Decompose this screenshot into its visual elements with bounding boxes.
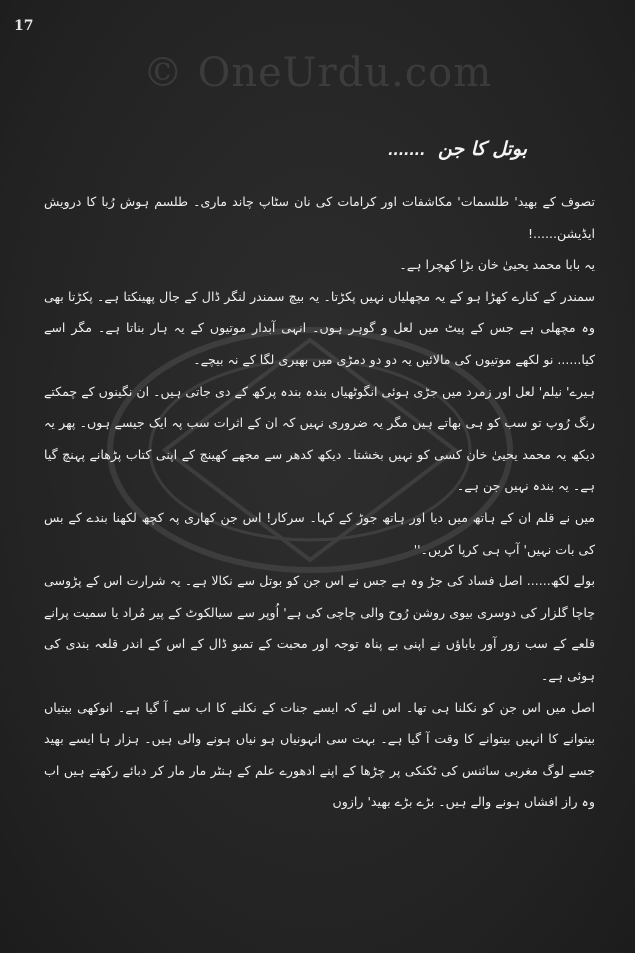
paragraph-3: سمندر کے کنارے کھڑا ہو کے یہ مچھلیاں نہیں پکڑتا۔ یہ بیچ سمندر لنگر ڈال کے جال پھینکتا ہے۔ پکڑتا بھی وہ مچھلی ہے جس کے پیٹ میں لعل و گوہر ہوں۔ انہی آبدار موتیوں کے یہ ہار بناتا ہے۔ مگر اسے کیا...... نو لکھے موتیوں کی مالائیں یہ دو دو دمڑی میں بھیری لگا کے نہ بیچے۔ (44, 288, 595, 367)
paragraph-2: یہ بابا محمد یحییٰ خان بڑا کھچرا ہے۔ (399, 257, 595, 273)
chapter-title-text: بوتل کا جن (437, 138, 527, 160)
paragraph-6: بولے لکھ...... اصل فساد کی جڑ وہ ہے جس نے اس جن کو بوتل سے نکالا ہے۔ یہ شرارت اس کے پڑوسی چاچا گلزار کی دوسری بیوی روشن رُوح والی چاچی کی ہے' اُوپر سے سیالکوٹ کے پیر مُراد یا سمیت پرانے قلعے کے سب زور آور باباؤں نے اپنی بے پناہ توجہ اور محبت کے تمبو ڈال کے اس کے اندر قلعہ بندی کی ہوئی ہے۔ (44, 573, 595, 683)
page-body (44, 186, 595, 818)
chapter-title-dots: ....... (388, 143, 426, 159)
paragraph-4: ہیرے' نیلم' لعل اور زمرد میں جڑی ہوئی انگوٹھیاں بندہ بندہ پرکھ کے دی جاتی ہیں۔ ان نگینوں کے چمکتے رنگ رُوپ تو سب کو ہی بھاتے ہیں مگر یہ ضروری نہیں کہ ان کے اثرات سب پہ ایک جیسے ہوں۔ پھر یہ دیکھ یہ محمد یحییٰ خان کسی کو نہیں بخشتا۔ دیکھ کدھر سے مجھے کھینچ کے اپنی کتاب پڑھانے پہنچ گیا ہے۔ یہ بندہ نہیں جن ہے۔ (44, 383, 595, 494)
paragraph-5: میں نے قلم ان کے ہاتھ میں دیا اور ہاتھ جوڑ کے کہا۔ سرکار! اس جن کھاری پہ کچھ لکھنا بندے کے بس کی بات نہیں' آپ ہی کرپا کریں۔'' (44, 509, 595, 557)
paragraph-7: اصل میں اس جن کو نکلنا ہی تھا۔ اس لئے کہ ایسے جنات کے نکلنے کا اب سے آ گیا ہے۔ انوکھی بیتیاں بیتوانے کا انہیں بیتوانے کا وقت آ گیا ہے۔ بہت سی انہونیاں ہو نیاں ہونے والی ہیں۔ ہزار ہا ایسے بھید جسے لوگ مغربی سائنس کی ٹکنکی پر چڑھا کے اپنے ادھورے علم کے ہنٹر مار مار کر دبائے رکھتے ہیں اب وہ راز افشاں ہونے والے ہیں۔ بڑے بڑے بھید' رازوں (44, 699, 595, 810)
page-number: 17 (14, 18, 34, 34)
paragraph-1: تصوف کے بھید' طلسمات' مکاشفات اور کرامات کی نان سٹاپ چاند ماری۔ طلسم ہوش رُبا کا درویش ایڈیشن......! (44, 194, 595, 241)
chapter-title (388, 138, 527, 160)
watermark-text: © OneUrdu.com (142, 50, 493, 96)
